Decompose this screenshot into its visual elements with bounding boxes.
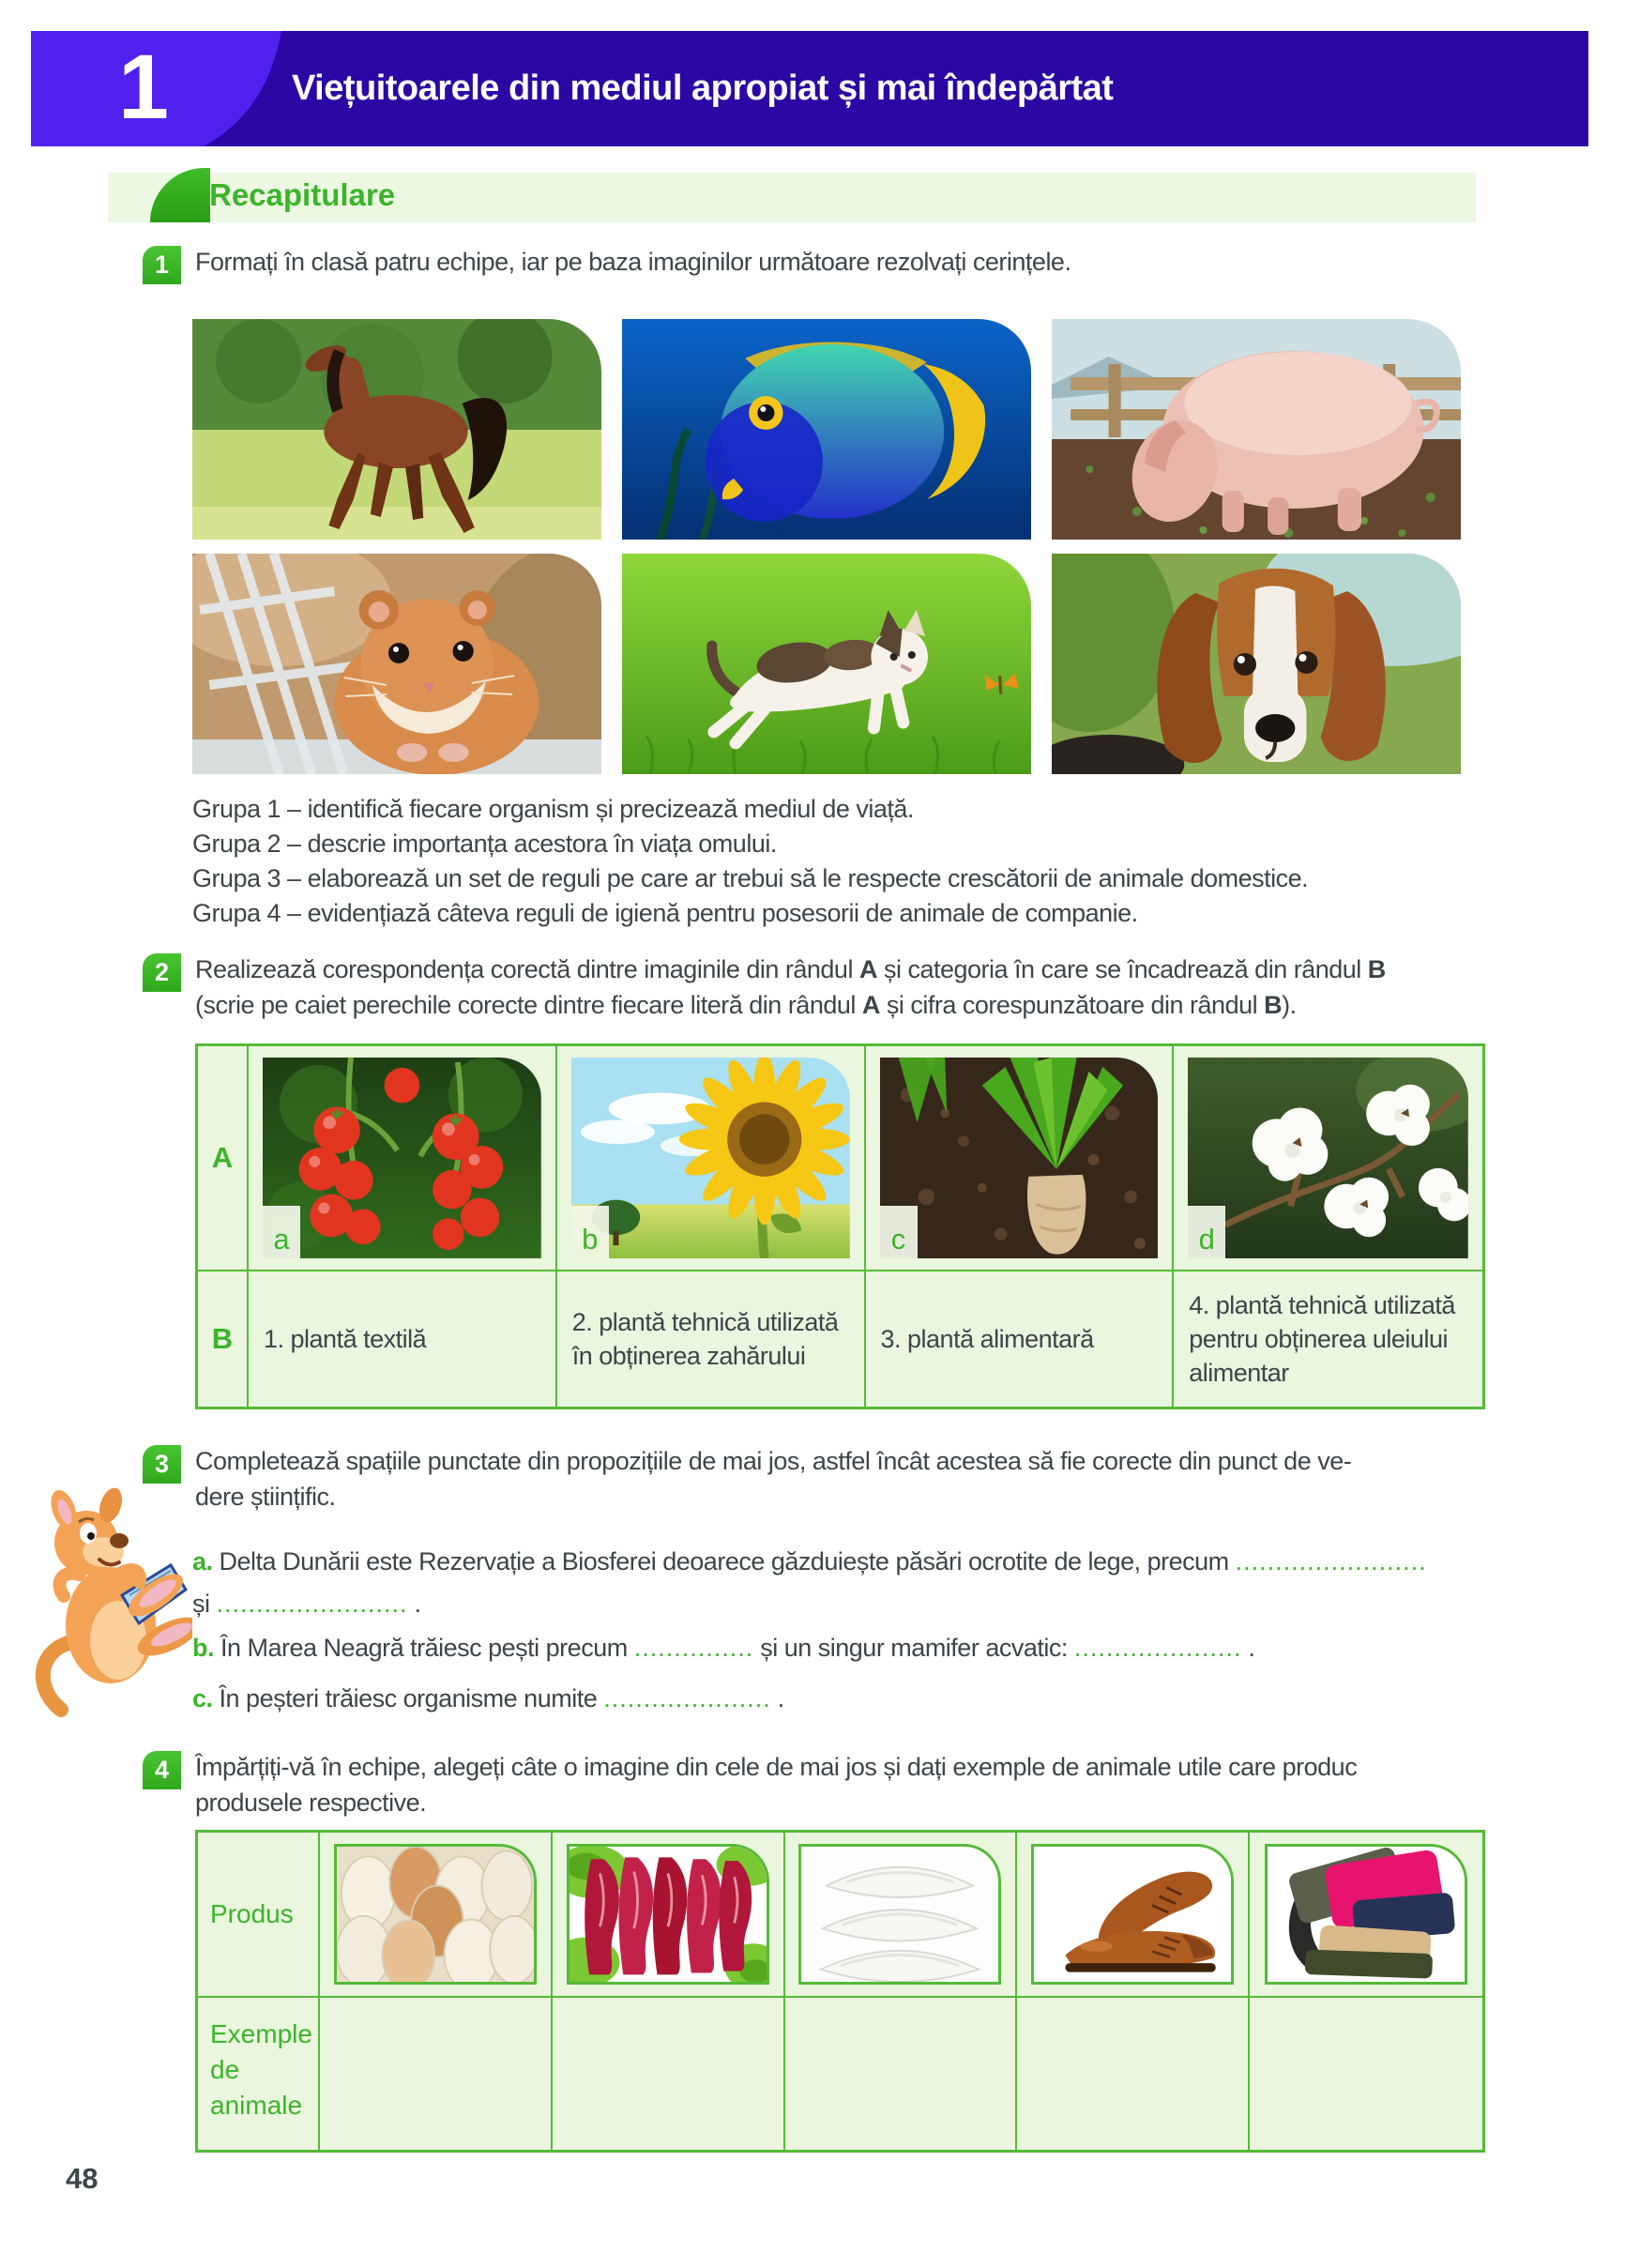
row-b-label: B: [198, 1271, 249, 1407]
cotton-illustration: [1188, 1058, 1468, 1258]
exercise-1-badge: 1: [143, 246, 181, 284]
produs-row-label: Produs: [198, 1833, 320, 1998]
product-cell-shoes: [1017, 1833, 1250, 1998]
product-cell-meat: [553, 1833, 785, 1998]
hamster-illustration: [192, 554, 601, 774]
answer-cell: [320, 1998, 553, 2150]
ex3-item-b: [192, 1627, 1254, 1669]
item-b-letter: b.: [192, 1634, 214, 1662]
meat-photo: [567, 1844, 769, 1985]
eggs-illustration: [337, 1847, 534, 1982]
blank-dots: .....................: [1073, 1634, 1242, 1662]
matching-table: [195, 1043, 1485, 1409]
plant-cell-d: [1174, 1046, 1482, 1271]
row-b-ref: B: [1264, 991, 1283, 1019]
answer-cell: [785, 1998, 1018, 2150]
tomatoes-photo: [263, 1058, 541, 1258]
product-cell-eggs: [320, 1833, 553, 1998]
section-banner: [108, 173, 1476, 222]
category-1: 1. plantă textilă: [249, 1271, 557, 1407]
exercise-2: [143, 951, 1386, 1023]
blank-dots: ........................: [216, 1590, 408, 1618]
pig-photo: [1052, 319, 1461, 540]
category-3: 3. plantă alimentară: [866, 1271, 1175, 1407]
section-title: Recapitulare: [209, 177, 396, 212]
horse-photo: [192, 319, 601, 540]
beagle-illustration: [1052, 554, 1461, 774]
item-a-text: .: [407, 1590, 421, 1618]
image-letter-c: c: [880, 1206, 918, 1258]
category-2: 2. plantă tehnică utilizată în obținerea zahărului: [557, 1271, 866, 1407]
section-corner-icon: [150, 168, 210, 222]
item-c-text: .: [770, 1684, 784, 1712]
angelfish-illustration: [622, 319, 1031, 540]
row-b-ref: B: [1367, 955, 1386, 983]
exercise-1-groups: [192, 792, 1308, 931]
exercise-3: [143, 1443, 1351, 1515]
exercise-3-prompt: [195, 1443, 1351, 1515]
category-4: 4. plantă tehnică utilizată pentru obținerea uleiului alimentar: [1189, 1291, 1455, 1387]
prompt-text: Realizează corespondența corectă dintre imaginile din rândul: [195, 955, 859, 983]
item-b-text: și un singur mamifer acvatic:: [753, 1634, 1074, 1662]
item-a-text: Delta Dunării este Rezervație a Biosferei deoarece găzduiește păsări ocrotite de lege, precum: [212, 1547, 1236, 1575]
sugar-beet-photo: [880, 1058, 1159, 1258]
ex3-item-c: [192, 1678, 784, 1720]
item-c-letter: c.: [192, 1684, 213, 1712]
prompt-text: (scrie pe caiet perechile corecte dintre fiecare literă din rândul: [195, 991, 862, 1019]
pig-illustration: [1052, 319, 1461, 540]
tomatoes-illustration: [263, 1058, 541, 1258]
answer-cell: [553, 1998, 785, 2150]
angelfish-photo: [622, 319, 1031, 540]
image-letter-a: a: [263, 1206, 300, 1258]
beagle-photo: [1052, 554, 1461, 774]
prompt-text: și categoria în care se încadrează din rândul: [876, 955, 1368, 983]
products-table: [195, 1830, 1485, 2153]
exemple-row-label: Exemple de animale: [198, 1998, 320, 2150]
page-number: 48: [66, 2162, 99, 2195]
plant-cell-b: [557, 1046, 866, 1271]
exercise-3-badge: 3: [143, 1445, 181, 1484]
prompt-text: ).: [1282, 991, 1297, 1019]
group-1-task: Grupa 1 – identifică fiecare organism și precizează mediul de viață.: [192, 795, 914, 823]
group-3-task: Grupa 3 – elaborează un set de reguli pe care ar trebui să le respecte crescătorii de animale domestice.: [192, 864, 1309, 892]
clothes-photo: [1265, 1844, 1467, 1985]
kitten-photo: [622, 554, 1031, 774]
hamster-photo: [192, 554, 601, 774]
exercise-2-prompt: [195, 951, 1386, 1023]
chapter-title: Viețuitoarele din mediul apropiat și mai îndepărtat: [292, 68, 1114, 108]
row-a-ref: A: [858, 955, 877, 983]
answer-cell: [1250, 1998, 1482, 2150]
eggs-photo: [334, 1844, 537, 1985]
kangaroo-mascot: [28, 1484, 192, 1721]
answer-cell: [1017, 1998, 1250, 2150]
plant-cell-a: [249, 1046, 557, 1271]
chapter-header: [31, 31, 1588, 146]
clothes-illustration: [1268, 1847, 1465, 1982]
exercise-1-prompt: Formați în clasă patru echipe, iar pe baza imaginilor următoare rezolvați cerințele.: [195, 248, 1071, 276]
item-b-text: În Marea Neagră trăiesc pești precum: [214, 1634, 634, 1662]
shoes-illustration: [1034, 1847, 1231, 1982]
blank-dots: ........................: [1235, 1547, 1427, 1575]
sugar-beet-illustration: [880, 1058, 1159, 1258]
product-cell-pillows: [785, 1833, 1018, 1998]
product-cell-clothes: [1250, 1833, 1482, 1998]
sunflower-photo: [571, 1058, 850, 1258]
row-a-label: A: [198, 1046, 249, 1271]
pillows-photo: [798, 1844, 1001, 1985]
group-2-task: Grupa 2 – descrie importanța acestora în viața omului.: [192, 830, 777, 858]
animal-photo-grid: [192, 319, 1461, 774]
group-4-task: Grupa 4 – evidențiază câteva reguli de igienă pentru posesorii de animale de companie.: [192, 899, 1138, 927]
prompt-text: Împărțiți-vă în echipe, alegeți câte o imagine din cele de mai jos și dați exemple de animale utile care produc: [195, 1753, 1358, 1781]
prompt-text: și cifra corespunzătoare din rândul: [879, 991, 1265, 1019]
row-a-ref: A: [861, 991, 880, 1019]
prompt-text: produsele respective.: [195, 1789, 427, 1817]
shoes-photo: [1031, 1844, 1234, 1985]
exercise-4: [143, 1749, 1357, 1820]
exercise-1: [143, 244, 1071, 284]
image-letter-b: b: [571, 1206, 609, 1258]
horse-illustration: [192, 319, 601, 540]
image-letter-d: d: [1188, 1206, 1225, 1258]
chapter-number: 1: [118, 36, 169, 138]
prompt-text: Completează spațiile punctate din propozițiile de mai jos, astfel încât acestea să fie corecte din punct de ve-: [195, 1447, 1352, 1475]
exercise-4-prompt: [195, 1749, 1357, 1820]
meat-illustration: [570, 1847, 767, 1982]
prompt-text: dere științific.: [195, 1483, 336, 1511]
blank-dots: ...............: [633, 1634, 754, 1662]
sunflower-illustration: [571, 1058, 850, 1258]
item-a-text: și: [192, 1590, 217, 1618]
plant-cell-c: [866, 1046, 1175, 1271]
item-b-text: .: [1241, 1634, 1255, 1662]
item-a-letter: a.: [192, 1547, 213, 1575]
blank-dots: .....................: [603, 1684, 771, 1712]
exercise-2-badge: 2: [143, 953, 181, 992]
exercise-4-badge: 4: [143, 1751, 181, 1789]
cotton-photo: [1188, 1058, 1468, 1258]
item-c-text: În peșteri trăiesc organisme numite: [212, 1684, 604, 1712]
kitten-illustration: [622, 554, 1031, 774]
ex3-item-a: [192, 1541, 1427, 1625]
pillows-illustration: [801, 1847, 998, 1982]
